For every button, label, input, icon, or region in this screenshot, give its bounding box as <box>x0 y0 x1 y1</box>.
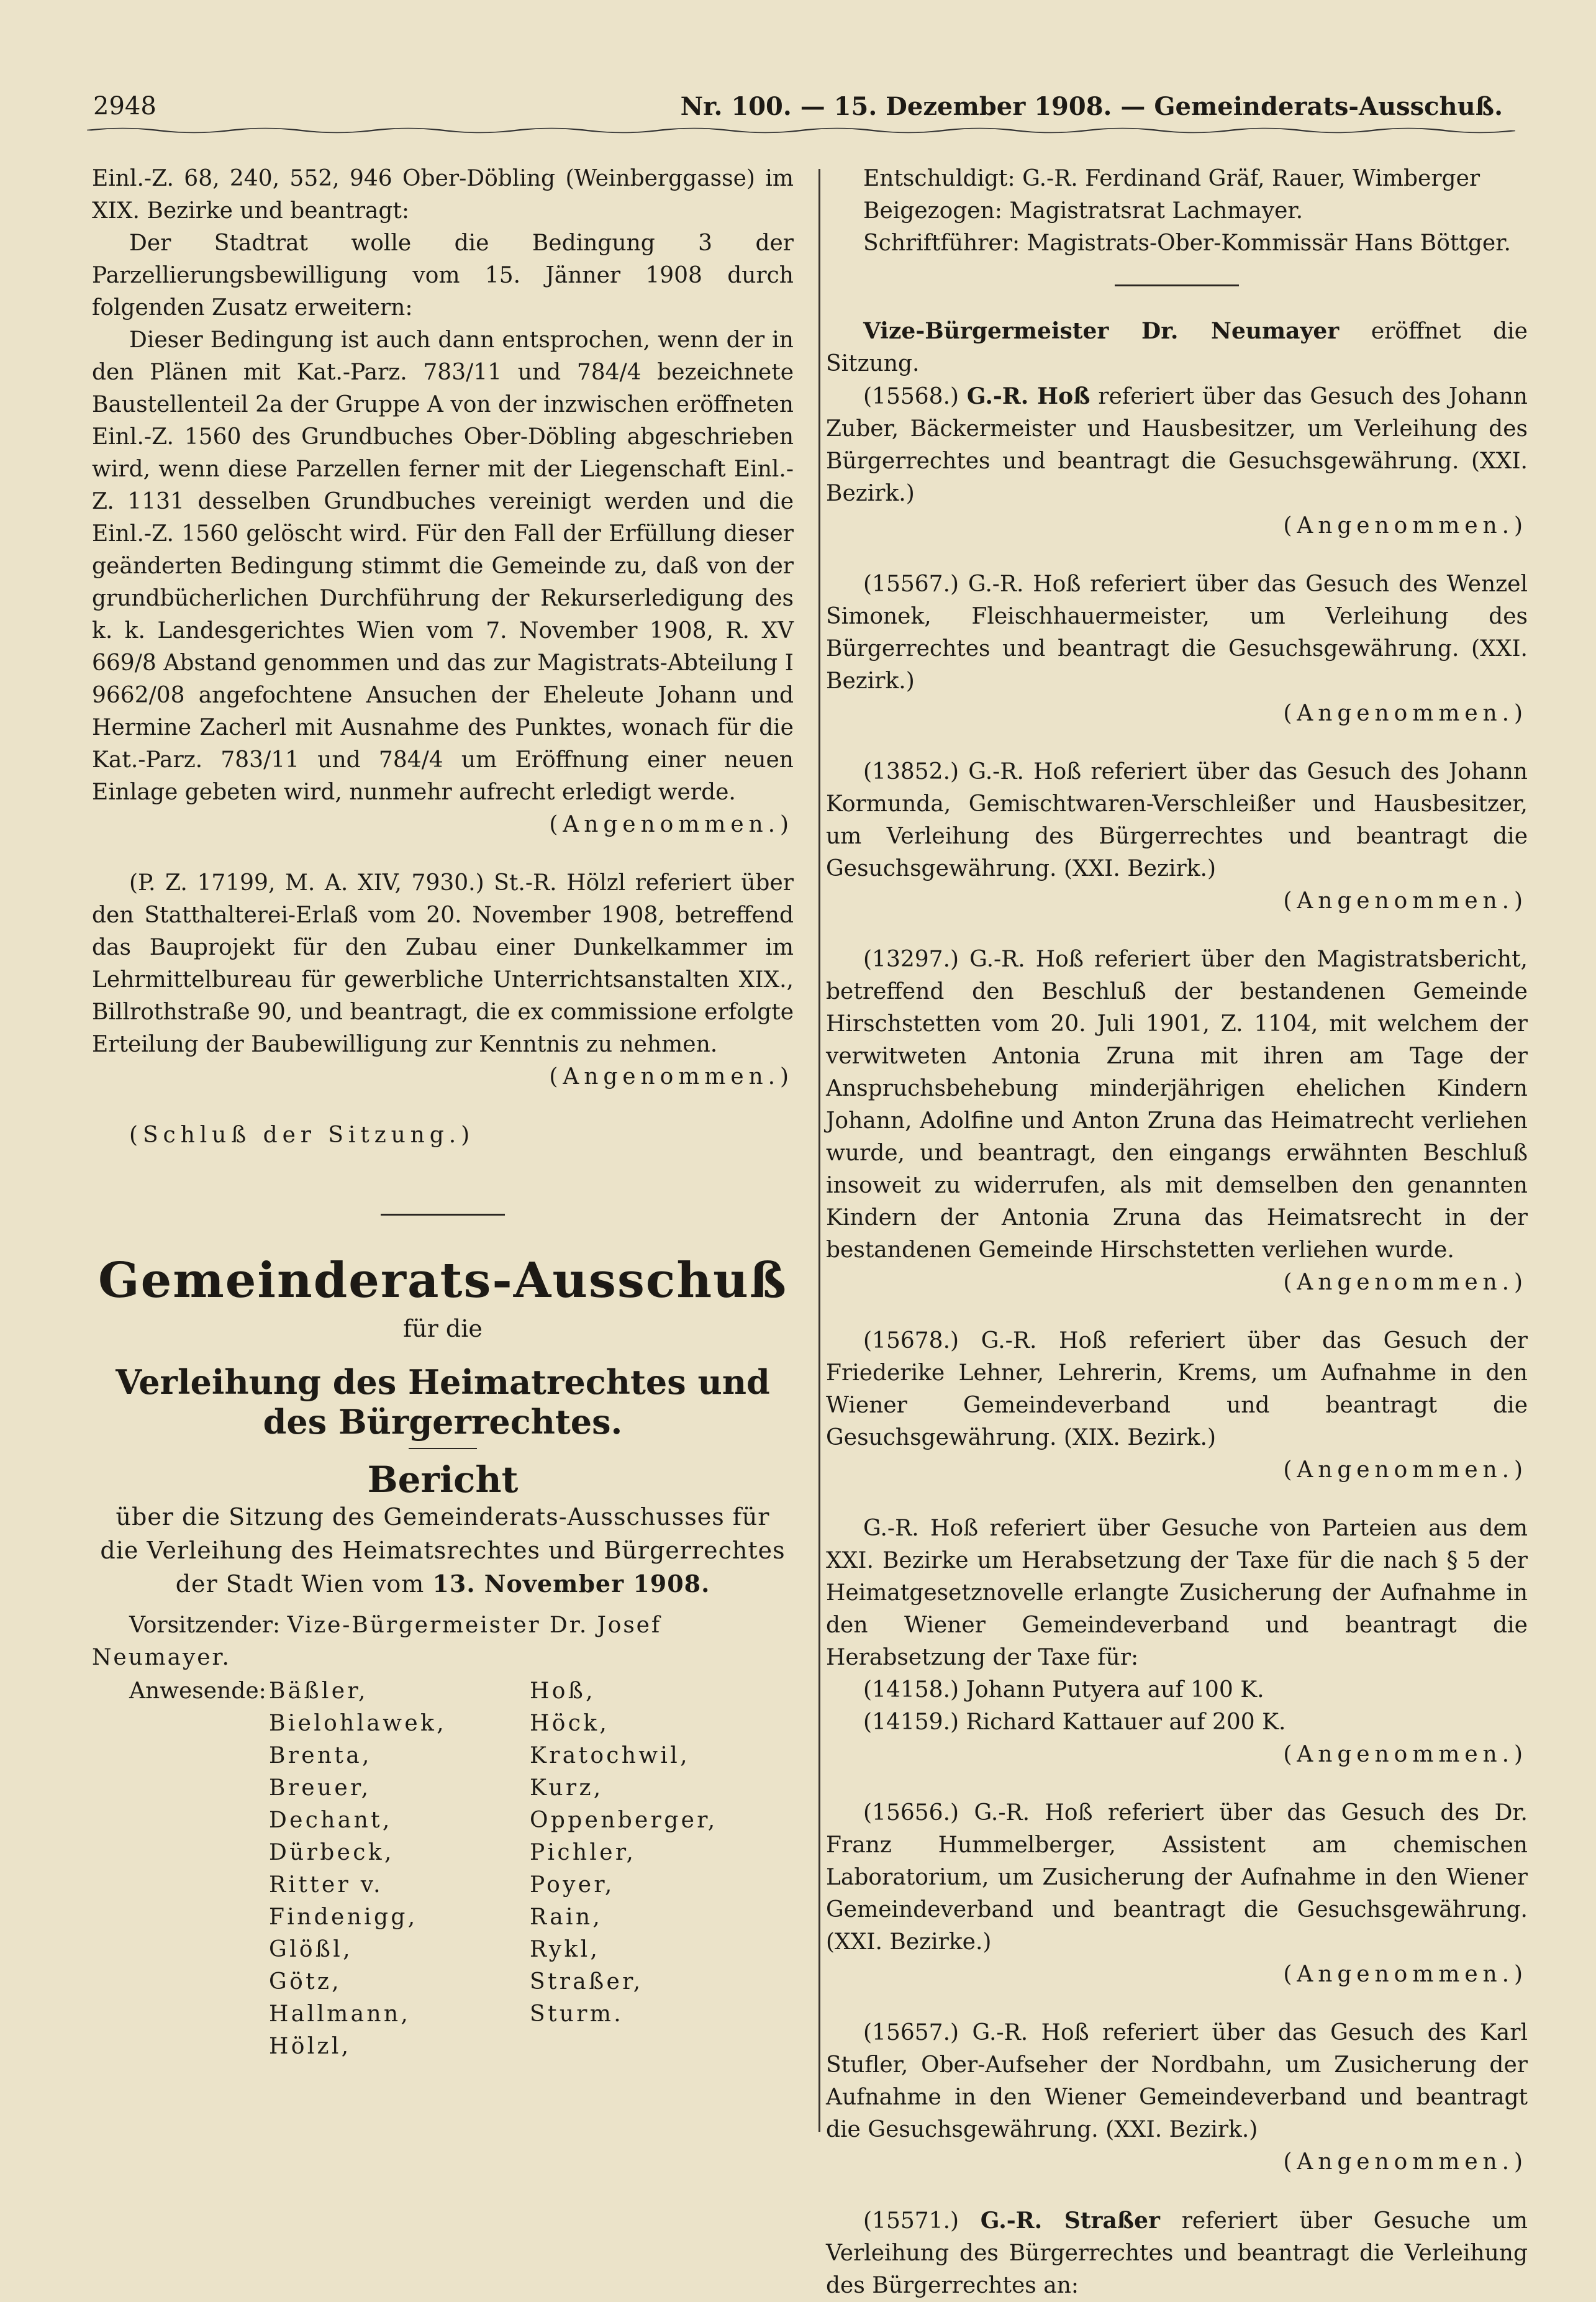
chair-line <box>92 1609 794 1674</box>
header-rule <box>87 124 1515 137</box>
attendee-name: Sturm. <box>530 2001 624 2027</box>
attendee-name: Dürbeck, <box>269 1840 394 1865</box>
item-number: (15568.) <box>863 384 959 409</box>
item-speaker: G.-R. Hoß <box>966 383 1090 409</box>
report-item-4: (13297.) G.-R. Hoß referiert über den Magistratsbericht, betreffend den Beschluß der bestandenen Gemeinde Hirschstetten vom 20. Juli 1901, Z. 1104, mit welchem der verwitweten Antonia Zruna mit ihren am Tage der Anspruchsbehebung minderjährigen ehelichen Kindern Johann, Adolfine und Anton Zruna das Heimatrecht verliehen wurde, und beantragt, den eingangs erwähnten Beschluß insoweit zu widerrufen, als mit demselben den genannten Kindern der Antonia Zruna das Heimatsrecht in der bestandenen Gemeinde Hirschstetten verliehen wurde. <box>826 947 1528 1263</box>
attendee-name: Kurz, <box>530 1775 604 1801</box>
attendee-name: Götz, <box>269 1969 342 1995</box>
attendee-name: Höck, <box>530 1711 610 1736</box>
attendee-name: Hölzl, <box>269 2034 351 2059</box>
accepted-note: (Angenommen.) <box>1283 513 1528 539</box>
report-line-2: die Verleihung des Heimatsrechtes und Bürgerrechtes <box>100 1537 786 1564</box>
secretary-name: Magistrats-Ober-Kommissär Hans Böttger. <box>1027 230 1511 256</box>
left-paragraph-4: (P. Z. 17199, M. A. XIV, 7930.) St.-R. Hölzl referiert über den Statthalterei-Erlaß vom 20. November 1908, betreffend das Bauprojekt für den Zubau einer Dunkelkammer im Lehrmittelbureau für gewerbliche Unterrichtsanstalten XIX., Billrothstraße 90, und beantragt, die ex commissione erfolgte Erteilung der Baubewilligung zur Kenntnis zu nehmen. <box>92 870 794 1057</box>
accepted-note: (Angenommen.) <box>1283 701 1528 726</box>
attendees-label: Anwesende: <box>129 1678 266 1704</box>
attendee-name: Brenta, <box>269 1743 372 1768</box>
invited-line <box>826 195 1528 227</box>
accepted-note: (Angenommen.) <box>1283 1962 1528 1987</box>
chair-name: Vize-Bürgermeister Dr. Josef Neumayer. <box>92 1613 662 1670</box>
issue-line: Nr. 100. — 15. Dezember 1908. — Gemeinderats-Ausschuß. <box>680 92 1503 121</box>
report-city: der Stadt Wien vom <box>175 1570 425 1598</box>
invited-label: Beigezogen: <box>863 198 1002 224</box>
attendee-name: Bäßler, <box>269 1678 368 1704</box>
attendees-column-2 <box>530 1675 778 2063</box>
accepted-note: (Angenommen.) <box>549 812 794 837</box>
attendee-name: Glößl, <box>269 1937 353 1962</box>
section-divider <box>381 1214 505 1216</box>
page-header <box>93 81 1503 124</box>
section-subtitle: Verleihung des Heimatrechtes und des Bürgerrechtes. <box>116 1362 770 1442</box>
report-title: Bericht <box>367 1458 519 1501</box>
right-column <box>826 163 1528 2302</box>
report-line-3 <box>92 1567 794 1601</box>
excused-label: Entschuldigt: <box>863 166 1015 191</box>
attendee-name: Pichler, <box>530 1840 637 1865</box>
page-number: 2948 <box>93 92 156 121</box>
report-item-7: (15656.) G.-R. Hoß referiert über das Gesuch des Dr. Franz Hummelberger, Assistent am chemischen Laboratorium, um Zusicherung der Aufnahme in den Wiener Gemeindeverband und beantragt die Gesuchsgewährung. (XXI. Bezirke.) <box>826 1800 1528 1955</box>
attendee-name: Hoß, <box>530 1678 596 1704</box>
section-title-connector: für die <box>403 1315 483 1342</box>
opening-speaker: Vize-Bürgermeister Dr. Neumayer <box>863 318 1340 344</box>
report-item-8: (15657.) G.-R. Hoß referiert über das Gesuch des Karl Stufler, Ober-Aufseher der Nordbahn, um Zusicherung der Aufnahme in den Wiener Gemeindeverband und beantragt die Gesuchsgewährung. (XXI. Bezirk.) <box>826 2020 1528 2142</box>
title-divider <box>409 1448 477 1449</box>
secretary-label: Schriftführer: <box>863 230 1020 256</box>
report-item-2: (15567.) G.-R. Hoß referiert über das Gesuch des Wenzel Simonek, Fleischhauermeister, um Verleihung des Bürgerrechtes und beantragt die Gesuchsgewährung. (XXI. Bezirk.) <box>826 571 1528 694</box>
section-divider <box>1115 284 1239 286</box>
attendees <box>92 1675 794 2063</box>
section-title: Gemeinderats-Ausschuß <box>97 1252 788 1309</box>
report-date: 13. November 1908. <box>432 1570 710 1598</box>
attendee-name: Ritter v. Findenigg, <box>269 1872 418 1930</box>
item-speaker: G.-R. Straßer <box>980 2208 1161 2234</box>
attendee-name: Oppenberger, <box>530 1808 718 1833</box>
opening-line <box>826 315 1528 380</box>
attendee-name: Hallmann, <box>269 2001 411 2027</box>
report-item-6a: (14158.) Johann Putyera auf 100 K. <box>863 1677 1264 1703</box>
left-paragraph-1: Einl.-Z. 68, 240, 552, 946 Ober-Döbling (Weinberggasse) im XIX. Bezirke und beantragt: <box>92 166 794 224</box>
left-paragraph-2: Der Stadtrat wolle die Bedingung 3 der Parzellierungsbewilligung vom 15. Jänner 1908 durch folgenden Zusatz erweitern: <box>92 230 794 321</box>
secretary-line <box>826 227 1528 260</box>
attendees-column-1 <box>269 1675 530 2063</box>
attendee-name: Rykl, <box>530 1937 601 1962</box>
report-item-5: (15678.) G.-R. Hoß referiert über das Gesuch der Friederike Lehner, Lehrerin, Krems, um Aufnahme in den Wiener Gemeindeverband und beantragt die Gesuchsgewährung. (XIX. Bezirk.) <box>826 1328 1528 1450</box>
report-item-6b: (14159.) Richard Kattauer auf 200 K. <box>863 1709 1286 1735</box>
item-text: referiert über das Gesuch des Johann Zuber, Bäckermeister und Hausbesitzer, um Verleihung des Bürgerrechtes und beantragt die Gesuchsgewährung. (XXI. Bezirk.) <box>826 384 1528 506</box>
accepted-note: (Angenommen.) <box>549 1064 794 1090</box>
attendee-name: Rain, <box>530 1904 603 1930</box>
item-text: referiert über Gesuche um Verleihung des Bürgerrechtes und beantragt die Verleihung des Bürgerrechtes an: <box>826 2208 1528 2298</box>
report-item-1 <box>826 380 1528 510</box>
attendee-name: Straßer, <box>530 1969 643 1995</box>
attendee-name: Dechant, <box>269 1808 392 1833</box>
report-item-9 <box>826 2204 1528 2302</box>
opening-text: eröffnet die Sitzung. <box>826 319 1528 376</box>
accepted-note: (Angenommen.) <box>1283 1270 1528 1295</box>
invited-names: Magistratsrat Lachmayer. <box>1009 198 1304 224</box>
chair-label: Vorsitzender: <box>129 1613 281 1638</box>
column-divider <box>818 169 820 2132</box>
report-line-1: über die Sitzung des Gemeinderats-Ausschusses für <box>116 1503 770 1531</box>
attendee-name: Poyer, <box>530 1872 615 1898</box>
attendee-name: Breuer, <box>269 1775 371 1801</box>
accepted-note: (Angenommen.) <box>1283 1742 1528 1767</box>
attendee-name: Bielohlawek, <box>269 1711 447 1736</box>
accepted-note: (Angenommen.) <box>1283 2149 1528 2175</box>
left-paragraph-3: Dieser Bedingung ist auch dann entsprochen, wenn der in den Plänen mit Kat.-Parz. 783/11 und 784/4 bezeichnete Baustellenteil 2a der Gruppe A von der inzwischen eröffneten Einl.-Z. 1560 des Grundbuches Ober-Döbling abgeschrieben wird, wenn diese Parzellen ferner mit der Liegenschaft Einl.-Z. 1131 desselben Grundbuches vereinigt werden und die Einl.-Z. 1560 gelöscht wird. Für den Fall der Erfüllung dieser geänderten Bedingung stimmt die Gemeinde zu, daß von der grundbücherlichen Durchführung der Rekurserledigung des k. k. Landesgerichtes Wien vom 7. November 1908, R. XV 669/8 Abstand genommen und das zur Magistrats-Abteilung I 9662/08 angefochtene Ansuchen der Eheleute Johann und Hermine Zacherl mit Ausnahme des Punktes, wonach für die Kat.-Parz. 783/11 und 784/4 um Eröffnung einer neuen Einlage gebeten wird, nunmehr aufrecht erledigt werde. <box>92 327 794 805</box>
report-item-6: G.-R. Hoß referiert über Gesuche von Parteien aus dem XXI. Bezirke um Herabsetzung der Taxe für die nach § 5 der Heimatgesetznovelle erlangte Zusicherung der Aufnahme in den Wiener Gemeindeverband und beantragt die Herabsetzung der Taxe für: <box>826 1516 1528 1670</box>
excused-line <box>826 163 1528 195</box>
item-number: (15571.) <box>863 2208 959 2234</box>
attendee-name: Kratochwil, <box>530 1743 690 1768</box>
excused-names: G.-R. Ferdinand Gräf, Rauer, Wimberger <box>1022 166 1480 191</box>
left-column <box>92 163 794 2063</box>
session-end: (Schluß der Sitzung.) <box>129 1122 475 1148</box>
accepted-note: (Angenommen.) <box>1283 888 1528 914</box>
accepted-note: (Angenommen.) <box>1283 1457 1528 1483</box>
report-item-3: (13852.) G.-R. Hoß referiert über das Gesuch des Johann Kormunda, Gemischtwaren-Verschleißer und Hausbesitzer, um Verleihung des Bürgerrechtes und beantragt die Gesuchsgewährung. (XXI. Bezirk.) <box>826 759 1528 881</box>
